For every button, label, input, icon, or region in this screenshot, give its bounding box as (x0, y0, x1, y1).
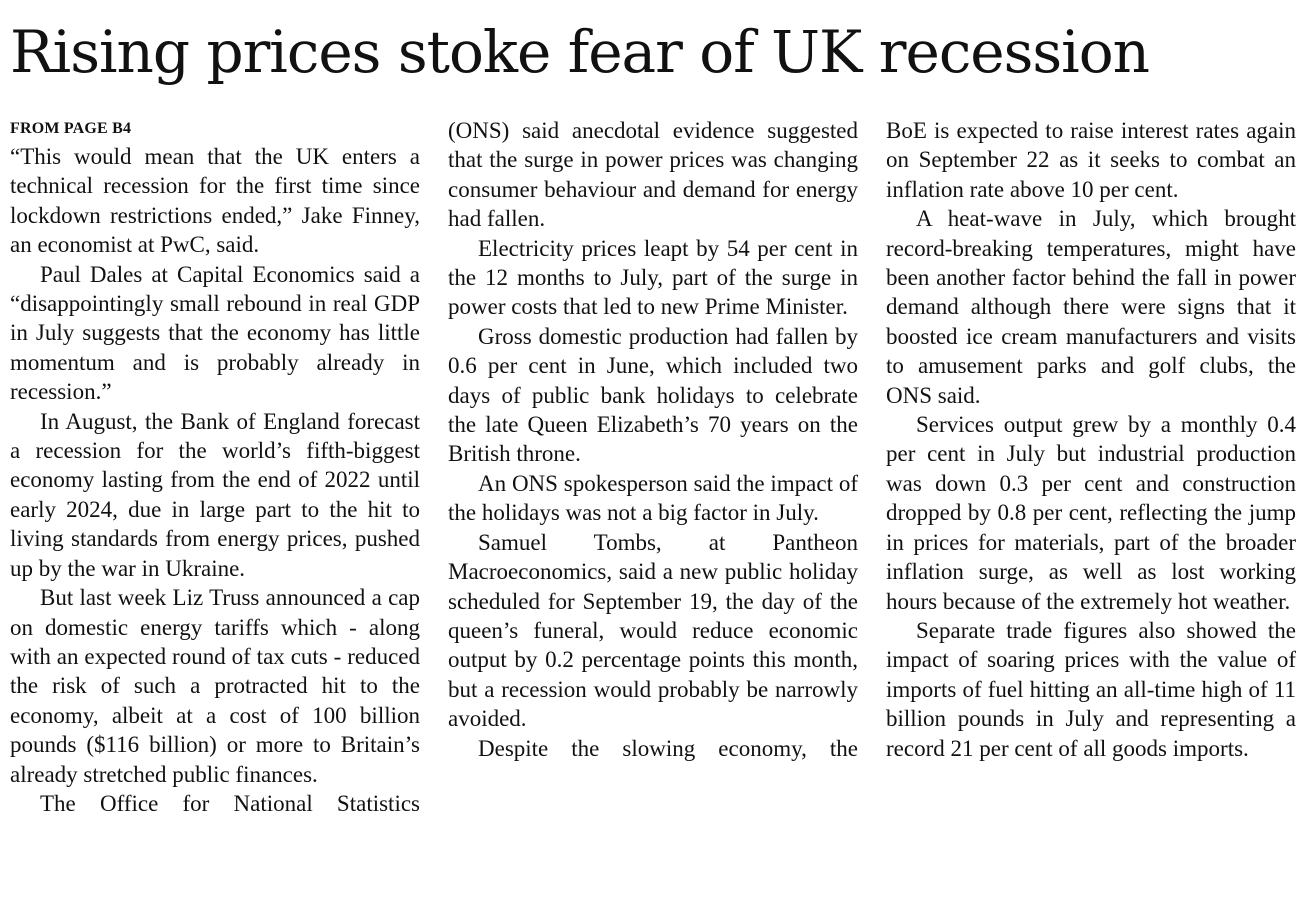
paragraph: Samuel Tombs, at Pantheon Macroeconomics, said a new public holiday scheduled for September 19, the day of the queen’s funeral, would reduce economic output by 0.2 percentage points this month, but a recession would probably be narrowly avoided. (448, 529, 858, 732)
paragraph: Electricity prices leapt by 54 per cent in the 12 months to July, part of the surge in power costs that led to new Prime Minister. (448, 235, 858, 320)
paragraph: Separate trade figures also showed the impact of soaring prices with the value of imports of fuel hitting an all-time high of 11 billion pounds in July and representing a record 21 per cent of all goods imports. (886, 617, 1296, 761)
paragraph: But last week Liz Truss announced a cap on domestic energy tariffs which - along with an expected round of tax cuts - reduced the risk of such a protracted hit to the economy, albeit at a cost of 100 billion pounds ($116 billion) or more to Britain’s already stretched public finances. (10, 585, 420, 787)
column-1 (10, 116, 420, 906)
paragraph: A heat-wave in July, which brought record-breaking temperatures, might have been another factor behind the fall in power demand although there were signs that it boosted ice cream manufacturers and visits to amusement parks and golf clubs, the ONS said. (886, 206, 1296, 408)
column-3 (886, 116, 1296, 906)
headline: Rising prices stoke fear of UK recession (10, 18, 1149, 86)
paragraph: In August, the Bank of England forecast a recession for the world’s fifth-biggest economy lasting from the end of 2022 until early 2024, due in large part to the hit to living standards from energy prices, pushed up by the war in Ukraine. (10, 408, 420, 581)
paragraph: Despite the slowing economy, the (478, 735, 858, 761)
paragraph: BoE is expected to raise interest rates again on September 22 as it seeks to combat an inflation rate above 10 per cent. (886, 118, 1296, 202)
continued-from-label: FROM PAGE B4 (10, 120, 132, 137)
paragraph: Paul Dales at Capital Economics said a “disappointingly small rebound in real GDP in July suggests that the economy has little momentum and is probably already in recession.” (10, 261, 420, 405)
paragraph: Gross domestic production had fallen by 0.6 per cent in June, which included two days of public bank holidays to celebrate the late Queen Elizabeth’s 70 years on the British throne. (448, 323, 858, 467)
column-2 (448, 116, 858, 906)
paragraph: “This would mean that the UK enters a technical recession for the first time since lockdown restrictions ended,” Jake Finney, an economist at PwC, said. (10, 144, 420, 258)
paragraph: An ONS spokesperson said the impact of the holidays was not a big factor in July. (448, 470, 858, 526)
paragraph: (ONS) said anecdotal evidence suggested that the surge in power prices was changing consumer behaviour and demand for energy had fallen. (448, 118, 858, 232)
paragraph: Services output grew by a monthly 0.4 per cent in July but industrial production was down 0.3 per cent and construction dropped by 0.8 per cent, reflecting the jump in prices for materials, part of the broader inflation surge, as well as lost working hours because of the extremely hot weather. (886, 412, 1296, 614)
paragraph: The Office for National Statistics (40, 790, 420, 816)
